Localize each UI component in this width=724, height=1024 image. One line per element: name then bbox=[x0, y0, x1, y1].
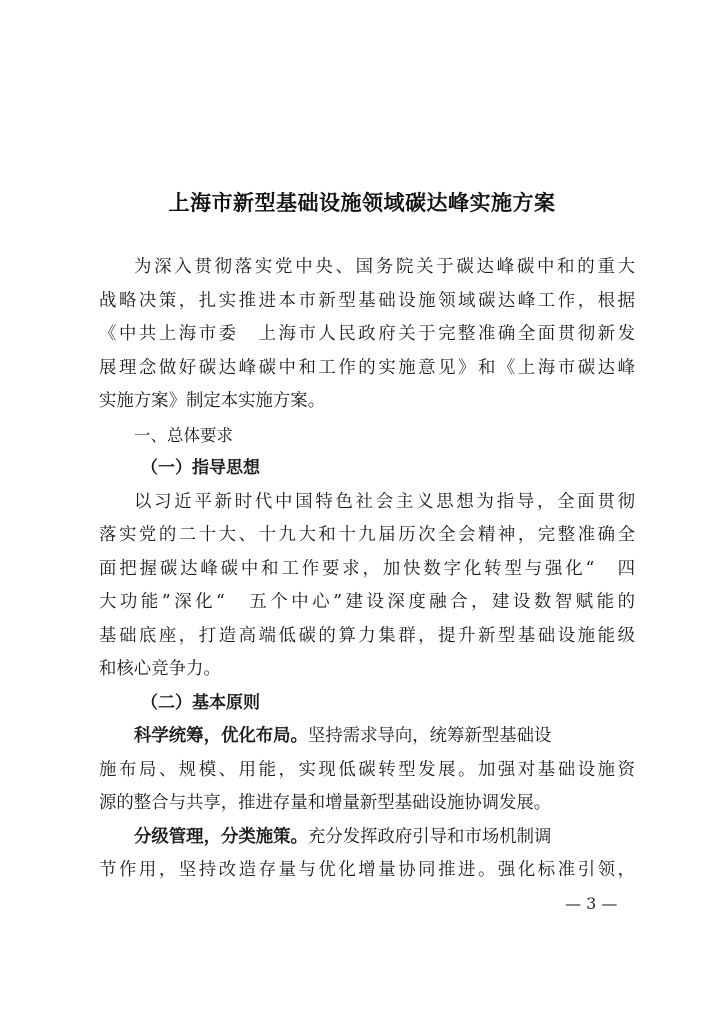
paragraph-guiding-line: 以习近平新时代中国特色社会主义思想为指导，全面贯彻 bbox=[134, 491, 635, 512]
paragraph-principle-2-line: 节作用，坚持改造存量与优化增量协同推进。强化标准引领， bbox=[99, 860, 635, 880]
paragraph-principle-1-line: 施布局、规模、用能，实现低碳转型发展。加强对基础设施资 bbox=[99, 759, 635, 780]
paragraph-intro-line: 为深入贯彻落实党中央、国务院关于碳达峰碳中和的重大 bbox=[134, 257, 635, 277]
document-body bbox=[99, 251, 635, 888]
paragraph-principle-2-line bbox=[99, 821, 635, 855]
paragraph-principle-1-line bbox=[99, 720, 635, 754]
paragraph-intro-line: 实施方案》制定本实施方案。 bbox=[99, 391, 326, 411]
paragraph-guiding-line: 和核心竞争力。 bbox=[99, 659, 221, 679]
paragraph-guiding-line: 大功能”深化“ 五个中心”建设深度融合，建设数智赋能的 bbox=[99, 592, 635, 612]
document-title: 上海市新型基础设施领域碳达峰实施方案 bbox=[168, 190, 556, 215]
page-number: — 3 — bbox=[565, 894, 618, 913]
section-heading-general-requirements: 一、总体要求 bbox=[134, 425, 233, 445]
paragraph-principle-1-line: 源的整合与共享，推进存量和增量新型基础设施协调发展。 bbox=[99, 793, 552, 813]
paragraph-intro-line: 战略决策，扎实推进本市新型基础设施领域碳达峰工作，根据 bbox=[99, 290, 635, 311]
paragraph-guiding-line: 基础底座，打造高端低碳的算力集群，提升新型基础设施能级 bbox=[99, 625, 635, 646]
paragraph-guiding-line: 面把握碳达峰碳中和工作要求，加快数字化转型与强化“ 四 bbox=[99, 558, 635, 579]
paragraph-intro-line: 展理念做好碳达峰碳中和工作的实施意见》和《上海市碳达峰 bbox=[99, 357, 635, 378]
principle-1-text: 坚持需求导向，统筹新型基础设 bbox=[307, 726, 552, 746]
principle-2-heading: 分级管理，分类施策。 bbox=[134, 826, 308, 847]
principle-2-text: 充分发挥政府引导和市场机制调 bbox=[307, 826, 552, 847]
paragraph-guiding-line: 落实党的二十大、十九大和十九届历次全会精神，完整准确全 bbox=[99, 525, 635, 545]
subsection-heading-guiding-ideology: （一）指导思想 bbox=[141, 458, 260, 478]
subsection-heading-basic-principles: （二）基本原则 bbox=[141, 692, 260, 713]
principle-1-heading: 科学统筹，优化布局。 bbox=[134, 726, 308, 746]
paragraph-intro-line: 《中共上海市委 上海市人民政府关于完整准确全面贯彻新发 bbox=[99, 324, 635, 344]
